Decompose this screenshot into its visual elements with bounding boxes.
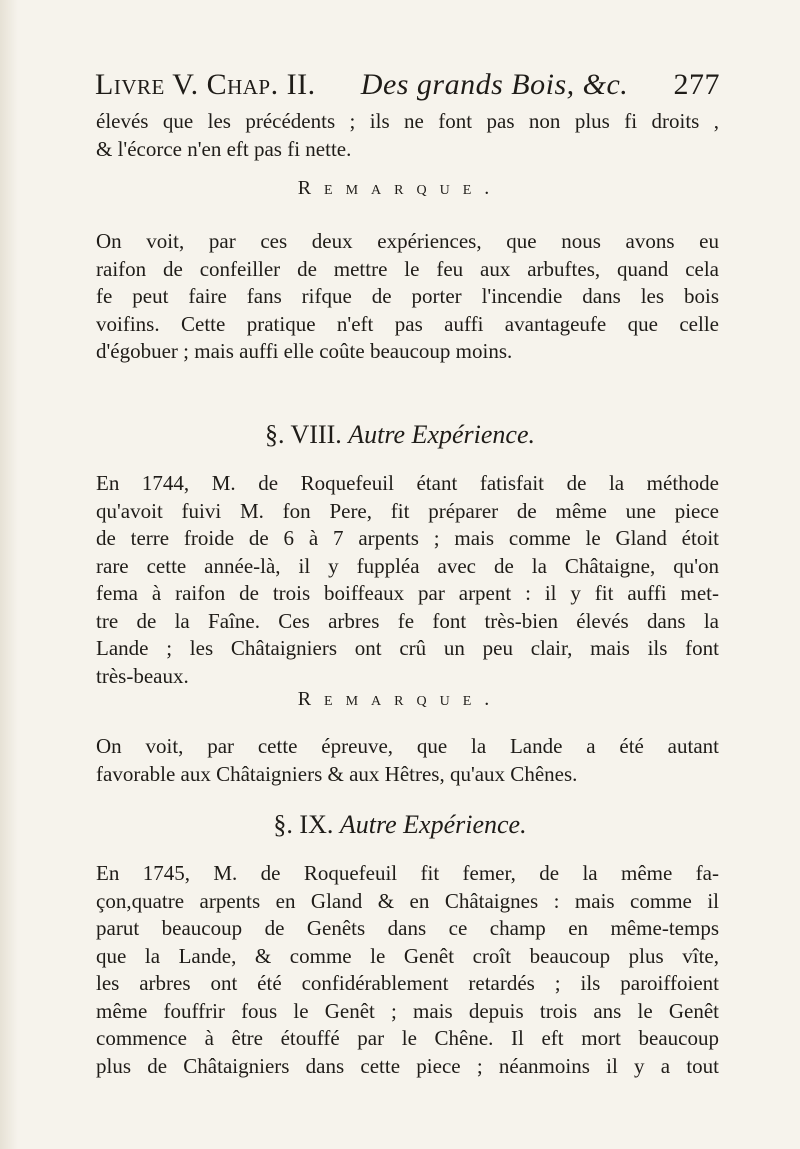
text-line: favorable aux Châtaigniers & aux Hêtres, qu'aux Chênes.	[96, 761, 578, 786]
paragraph-3	[96, 470, 719, 690]
header-chapter: Livre V. Chap. II.	[95, 68, 316, 101]
text-line: de terre froide de 6 à 7 arpents ; mais comme le Gland étoit	[96, 526, 719, 550]
text-line: élevés que les précédents ; ils ne font pas non plus fi droits ,	[96, 109, 719, 133]
remark-heading: Remarque.	[297, 688, 503, 710]
text-line: tre de la Faîne. Ces arbres fe font très-bien élevés dans la	[96, 608, 719, 633]
text-line: Lande ; les Châtaigniers ont crû un peu clair, mais ils font	[96, 636, 719, 660]
section-title: Autre Expérience.	[348, 420, 535, 449]
text-line: En 1744, M. de Roquefeuil étant fatisfait de la méthode	[96, 471, 719, 495]
paragraph-4	[96, 733, 719, 788]
running-header	[95, 68, 720, 102]
text-line: très-beaux.	[96, 663, 189, 688]
text-line: En 1745, M. de Roquefeuil fit femer, de la même fa-	[96, 861, 719, 885]
header-title: Des grands Bois, &c.	[360, 68, 629, 101]
page-number: 277	[673, 68, 720, 101]
section-title: Autre Expérience.	[339, 810, 527, 839]
text-line: commence à être étouffé par le Chêne. Il eft mort beaucoup	[96, 1026, 719, 1050]
paragraph-5	[96, 860, 719, 1080]
text-line: çon,quatre arpents en Gland & en Châtaignes : mais comme il	[96, 888, 719, 913]
page-gutter	[0, 0, 18, 1149]
text-line: parut beaucoup de Genêts dans ce champ en même-temps	[96, 916, 719, 940]
text-line: fe peut faire fans rifque de porter l'incendie dans les bois	[96, 284, 719, 308]
text-line: que la Lande, & comme le Genêt croît beaucoup plus vîte,	[96, 943, 719, 968]
remark-heading: Remarque.	[297, 177, 503, 199]
paragraph-2	[96, 228, 719, 366]
text-line: voifins. Cette pratique n'eft pas auffi avantageufe que celle	[96, 311, 719, 336]
text-line: plus de Châtaigniers dans cette piece ; néanmoins il y a tout	[96, 1053, 719, 1078]
text-line: raifon de confeiller de mettre le feu aux arbuftes, quand cela	[96, 256, 719, 281]
text-line: rare cette année-là, il y fuppléa avec de la Châtaigne, qu'on	[96, 553, 719, 578]
text-line: qu'avoit fuivi M. fon Pere, fit préparer de même une piece	[96, 498, 719, 523]
paragraph-1	[96, 108, 719, 163]
section-heading-8	[0, 420, 800, 450]
text-line: & l'écorce n'en eft pas fi nette.	[96, 136, 352, 161]
text-line: On voit, par cette épreuve, que la Lande a été autant	[96, 734, 719, 758]
text-line: fema à raifon de trois boiffeaux par arpent : il y fit auffi met-	[96, 581, 719, 605]
text-line: d'égobuer ; mais auffi elle coûte beaucoup moins.	[96, 339, 513, 363]
text-line: les arbres ont été confidérablement retardés ; ils paroiffoient	[96, 971, 719, 995]
text-line: On voit, par ces deux expériences, que nous avons eu	[96, 229, 719, 253]
section-number: §. VIII.	[264, 420, 342, 449]
section-heading-9	[0, 810, 800, 840]
text-line: même fouffrir fous le Genêt ; mais depuis trois ans le Genêt	[96, 998, 719, 1023]
section-number: §. IX.	[273, 810, 334, 839]
